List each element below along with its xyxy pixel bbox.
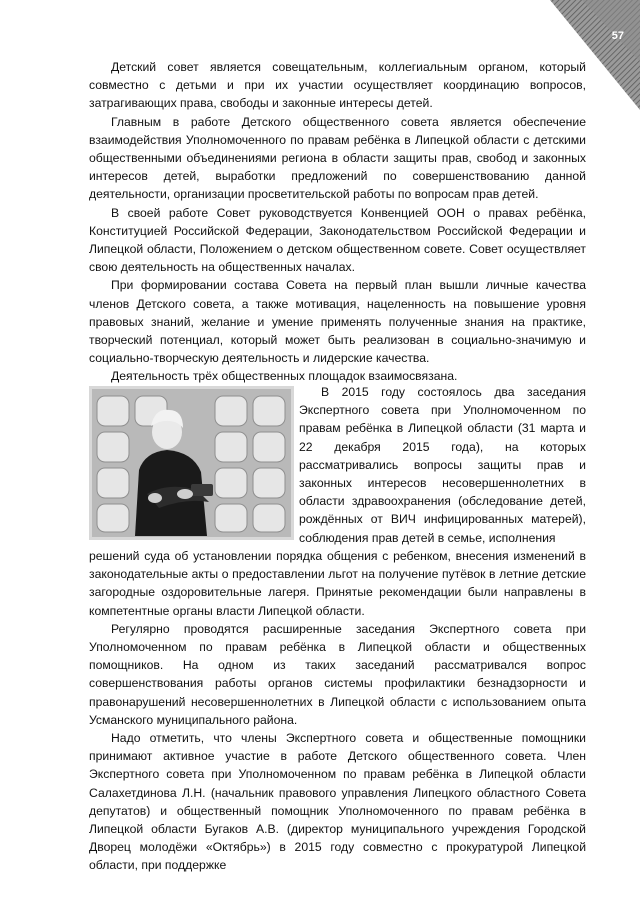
body-text-bottom [89, 547, 586, 875]
paragraph: Детский совет является совещательным, коллегиальным органом, который совместно с детьми и при их участии осуществляет координацию вопросов, затрагивающих права, свободы и законные интересы детей. [89, 60, 586, 111]
paragraph: При формировании состава Совета на первый план вышли личные качества членов Детского совета, а также мотивация, нацеленность на повышение уровня правовых знаний, желание и умение применять полученные знания на практике, творческий потенциал, который может быть реализован в социально-значимую и социально-творческую деятельность и лидерские качества. [89, 278, 586, 366]
body-text-beside-photo [299, 383, 586, 547]
paragraph: Надо отметить, что члены Экспертного совета и общественные помощники принимают активное участие в работе Детского общественного совета. Член Экспертного совета при Уполномоченном по правам ребёнка в Липецкой области Салахетдинова Л.Н. (начальник правового управления Липецкого областного Совета депутатов) и общественный помощник Уполномоченного по правам ребёнка в Липецкой области Бугаков А.В. (директор муниципального учреждения Городской Дворец молодёжи «Октябрь») в 2015 году совместно с прокуратурой Липецкой области, при поддержке [89, 731, 586, 873]
paragraph: В 2015 году состоялось два заседания Экспертного совета при Уполномоченном по правам ребёнка в Липецкой области (31 марта и 22 декабря 2015 года), на которых рассматривались вопросы защиты прав и законных интересов несовершеннолетних в области здравоохранения (обследование детей, рождённых от ВИЧ инфицированных матерей), соблюдения прав детей в семье, исполнения [299, 385, 586, 545]
paragraph: Регулярно проводятся расширенные заседания Экспертного совета при Уполномоченном по правам ребёнка в Липецкой области и общественных помощников. На одном из таких заседаний рассматривался вопрос совершенствования работы органов системы профилактики безнадзорности и правонарушений несовершеннолетних в Липецкой области с использованием опыта Усманского муниципального района. [89, 621, 586, 727]
paragraph: Главным в работе Детского общественного совета является обеспечение взаимодействия Уполномоченного по правам ребёнка в Липецкой области с детскими общественными объединениями региона в области защиты прав, свобод и законных интересов детей, выработки предложений по совершенствованию данной деятельности, организации просветительской работы по вопросам прав детей. [89, 114, 586, 202]
paragraph: В своей работе Совет руководствуется Конвенцией ООН о правах ребёнка, Конституцией Российской Федерации, Законодательством Российской Федерации и Липецкой области, Положением о детском общественном совете. Совет осуществляет свою деятельность на общественных началах. [89, 205, 586, 275]
paragraph: Деятельность трёх общественных площадок взаимосвязана. [111, 369, 458, 384]
paragraph-continuation: решений суда об установлении порядка общения с ребенком, внесения изменений в законодательные акты о предоставлении льгот на получение путёвок в летние детские загородные оздоровительные лагеря. Принятые рекомендации были направлены в компетентные органы власти Липецкой области. [89, 549, 586, 618]
meeting-photo [89, 386, 294, 540]
body-text-top [89, 58, 586, 386]
page-number: 57 [611, 30, 624, 42]
